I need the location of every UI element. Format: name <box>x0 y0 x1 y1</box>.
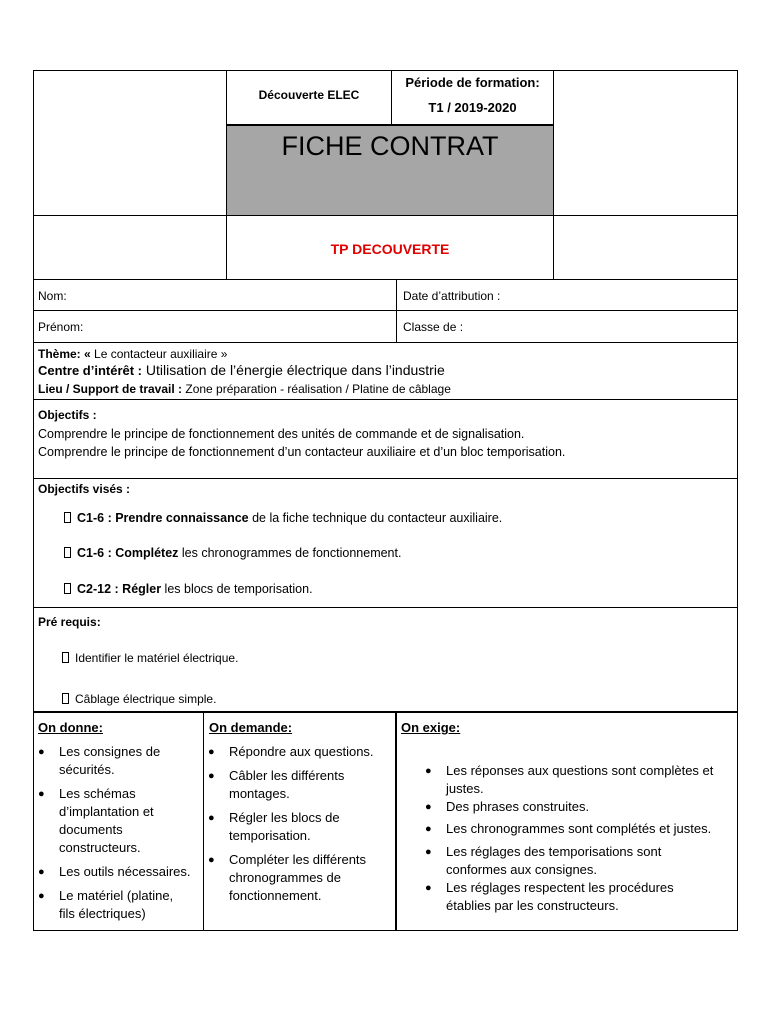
course-label: Découverte ELEC <box>258 88 360 102</box>
on-demande-label: On demande: <box>209 720 293 735</box>
on-donne-label: On donne: <box>38 720 103 735</box>
objectif-rest: les blocs de temporisation. <box>161 582 313 596</box>
objectif-rest: de la fiche technique du contacteur auxiliaire. <box>248 511 503 525</box>
prerequis-item <box>62 650 238 666</box>
list-item: ● Régler les blocs de temporisation. <box>204 809 394 845</box>
objectifs-line-1: Comprendre le principe de fonctionnement des unités de commande et de signalisation. <box>38 427 525 441</box>
objectifs-label: Objectifs : <box>38 408 97 422</box>
centre-value: Utilisation de l’énergie électrique dans l’industrie <box>142 362 445 378</box>
theme-label: Thème: « <box>38 347 91 361</box>
list-item: ● Les réglages des temporisations sont conformes aux consignes. <box>421 843 737 879</box>
on-exige-label: On exige: <box>401 720 461 735</box>
list-item: ● Des phrases construites. <box>421 798 737 816</box>
checkbox-icon <box>64 547 71 558</box>
centre-label: Centre d’intérêt : <box>38 363 143 378</box>
objectif-vise-item <box>64 545 401 561</box>
on-demande-list <box>204 743 394 911</box>
prerequis-item <box>62 691 216 707</box>
checkbox-icon <box>62 652 69 663</box>
objectif-code: C1-6 : <box>77 546 112 560</box>
field-date: Date d’attribution : <box>403 289 501 303</box>
period-label: Période de formation: <box>405 75 540 90</box>
lieu-line <box>38 381 451 397</box>
list-item: ● Répondre aux questions. <box>204 743 394 761</box>
list-item: ● Les consignes de sécurités. <box>34 743 202 779</box>
checkbox-icon <box>64 583 71 594</box>
theme-value: Le contacteur auxiliaire » <box>90 347 228 361</box>
list-item: ● Les réponses aux questions sont complètes et justes. <box>421 762 737 798</box>
list-item: ● Les réglages respectent les procédures établies par les constructeurs. <box>421 879 737 915</box>
list-item: ● Les chronogrammes sont complétés et justes. <box>421 820 737 838</box>
centre-line <box>38 362 445 379</box>
objectif-vise-item <box>64 510 502 526</box>
field-nom: Nom: <box>38 289 67 303</box>
period-value: T1 / 2019-2020 <box>428 100 517 115</box>
on-donne-list <box>34 743 202 929</box>
lieu-value: Zone préparation - réalisation / Platine de câblage <box>182 382 451 396</box>
lieu-label: Lieu / Support de travail : <box>38 382 183 396</box>
subtitle: TP DECOUVERTE <box>330 241 450 257</box>
objectif-verb: Prendre connaissance <box>115 511 249 525</box>
objectif-rest: les chronogrammes de fonctionnement. <box>178 546 402 560</box>
objectifs-vises-label: Objectifs visés : <box>38 482 131 496</box>
checkbox-icon <box>62 693 69 704</box>
objectif-verb: Régler <box>122 582 162 596</box>
objectifs-line-2: Comprendre le principe de fonctionnement d’un contacteur auxiliaire et d’un bloc temporisation. <box>38 445 566 459</box>
prerequis-label: Pré requis: <box>38 615 101 629</box>
list-item: ● Compléter les différents chronogrammes de fonctionnement. <box>204 851 394 905</box>
on-exige-list <box>421 762 737 921</box>
list-item: ● Câbler les différents montages. <box>204 767 394 803</box>
checkbox-icon <box>64 512 71 523</box>
prerequis-text: Câblage électrique simple. <box>75 692 217 706</box>
objectif-verb: Complétez <box>115 546 179 560</box>
field-prenom: Prénom: <box>38 320 84 334</box>
theme-line <box>38 346 227 362</box>
objectif-code: C2-12 : <box>77 582 119 596</box>
objectif-code: C1-6 : <box>77 511 112 525</box>
prerequis-text: Identifier le matériel électrique. <box>75 651 239 665</box>
field-classe: Classe de : <box>403 320 464 334</box>
page-title: FICHE CONTRAT <box>281 131 499 161</box>
list-item: ● Les outils nécessaires. <box>34 863 202 881</box>
list-item: ● Le matériel (platine, fils électriques) <box>34 887 202 923</box>
objectif-vise-item <box>64 581 313 597</box>
list-item: ● Les schémas d’implantation et documents constructeurs. <box>34 785 202 857</box>
